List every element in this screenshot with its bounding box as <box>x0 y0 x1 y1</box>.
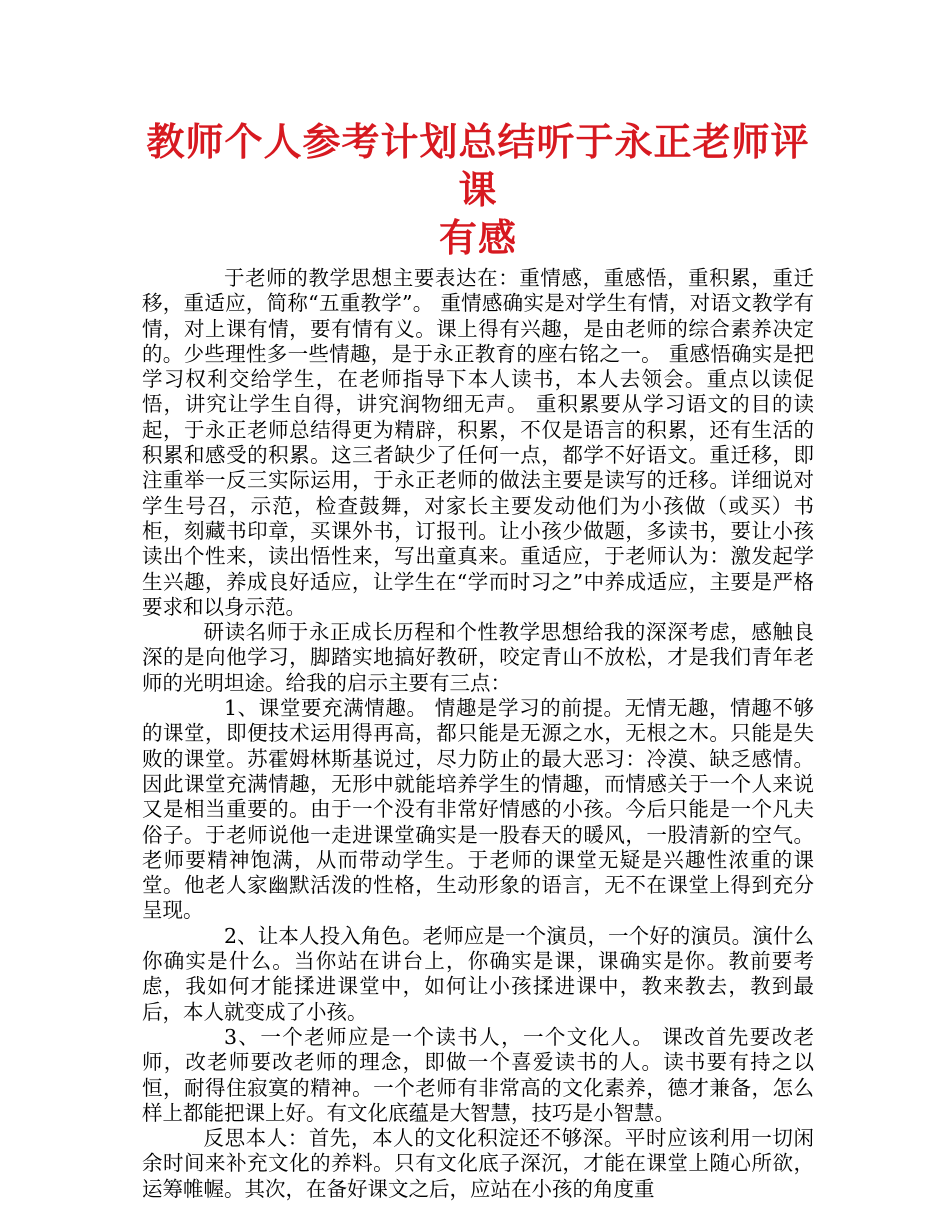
document-body <box>142 266 814 1202</box>
paragraph-self-reflection: 反思本人：首先，本人的文化积淀还不够深。平时应该利用一切闲余时间来补充文化的养料。只有文化底子深沉，才能在课堂上随心所欲，运筹帷幄。其次，在备好课文之后，应站在小孩的角度重 <box>142 1126 814 1201</box>
paragraph-point-3: 3、一个老师应是一个读书人，一个文化人。 课改首先要改老师，改老师要改老师的理念，即做一个喜爱读书的人。读书要有持之以恒，耐得住寂寞的精神。一个老师有非常高的文化素养，德才兼备，怎么样上都能把课上好。有文化底蕴是大智慧，技巧是小智慧。 <box>142 1024 814 1125</box>
paragraph-point-1: 1、课堂要充满情趣。 情趣是学习的前提。无情无趣，情趣不够的课堂，即便技术运用得再高，都只能是无源之水，无根之木。只能是失败的课堂。苏霍姆林斯基说过，尽力防止的最大恶习：冷漠、缺乏感情。因此课堂充满情趣，无形中就能培养学生的情趣，而情感关于一个人来说又是相当重要的。由于一个没有非常好情感的小孩。今后只能是一个凡夫俗子。于老师说他一走进课堂确实是一股春天的暖风，一股清新的空气。老师要精神饱满，从而带动学生。于老师的课堂无疑是兴趣性浓重的课堂。他老人家幽默活泼的性格，生动形象的语言，无不在课堂上得到充分呈现。 <box>142 696 814 923</box>
paragraph-five-emphases: 于老师的教学思想主要表达在：重情感，重感悟，重积累，重迁移，重适应，简称“五重教学”。 重情感确实是对学生有情，对语文教学有情，对上课有情，要有情有义。课上得有兴趣，是由老师的综合素养决定的。少些理性多一些情趣，是于永正教育的座右铭之一。 重感悟确实是把学习权利交给学生，在老师指导下本人读书，本人去领会。重点以读促悟，讲究让学生自得，讲究润物细无声。 重积累要从学习语文的目的读起，于永正老师总结得更为精辟，积累，不仅是语言的积累，还有生活的积累和感受的积累。这三者缺少了任何一点，都学不好语文。重迁移，即注重举一反三实际运用，于永正老师的做法主要是读写的迁移。详细说对学生号召，示范，检查鼓舞，对家长主要发动他们为小孩做（或买）书柜，刻藏书印章，买课外书，订报刊。让小孩少做题，多读书，要让小孩读出个性来，读出悟性来，写出童真来。重适应，于老师认为：激发起学生兴趣，养成良好适应，让学生在“学而时习之”中养成适应，主要是严格要求和以身示范。 <box>142 266 814 619</box>
paragraph-point-2: 2、让本人投入角色。老师应是一个演员，一个好的演员。演什么你确实是什么。当你站在讲台上，你确实是课，课确实是你。教前要考虑，我如何才能揉进课堂中，如何让小孩揉进课中，教来教去，教到最后，本人就变成了小孩。 <box>142 923 814 1024</box>
document-title-line-2: 有感 <box>438 216 517 260</box>
paragraph-reflection-intro: 研读名师于永正成长历程和个性教学思想给我的深深考虑，感触良深的是向他学习，脚踏实地搞好教研，咬定青山不放松，才是我们青年老师的光明坦途。给我的启示主要有三点： <box>142 620 814 695</box>
document-title <box>142 118 814 262</box>
document-title-line-1: 教师个人参考计划总结听于永正老师评课 <box>146 120 810 212</box>
